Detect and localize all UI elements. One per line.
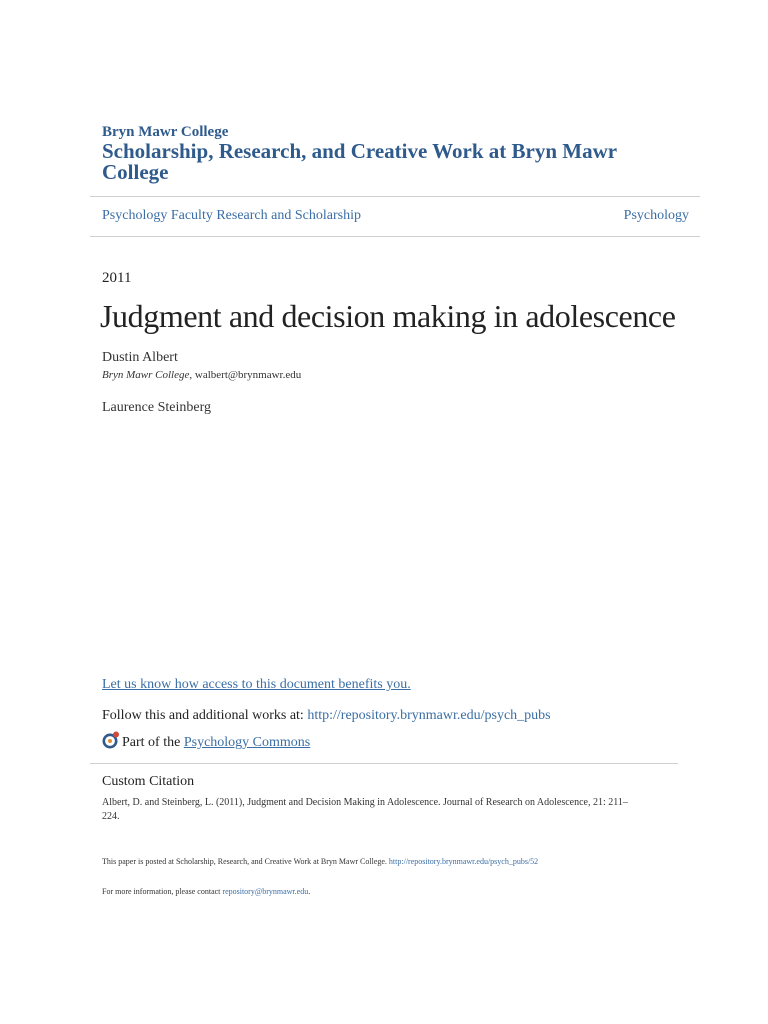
divider [90,763,678,764]
publication-year: 2011 [102,270,132,286]
contact-notice [102,887,310,896]
author-name: Dustin Albert [102,350,178,365]
psychology-commons-link[interactable]: Psychology Commons [183,735,311,750]
series-link[interactable]: Psychology Faculty Research and Scholarship [102,208,361,223]
commons-line [102,731,310,754]
author-name: Laurence Steinberg [102,400,211,415]
contact-suffix: . [308,887,311,896]
author-email: , walbert@brynmawr.edu [189,369,302,381]
contact-label: For more information, please contact [102,887,223,896]
institution-name: Bryn Mawr College [102,124,229,140]
posted-label: This paper is posted at Scholarship, Research, and Creative Work at Bryn Mawr College. [102,857,389,866]
author-affiliation [102,369,301,381]
posted-notice [102,857,538,866]
divider [90,236,700,237]
department-link[interactable]: Psychology [623,208,689,223]
network-commons-icon [102,731,120,754]
follow-label: Follow this and additional works at: [102,708,308,723]
citation-heading: Custom Citation [102,774,195,789]
document-title: Judgment and decision making in adolescence [100,298,676,334]
follow-line [102,708,551,724]
contact-email-link[interactable]: repository@brynmawr.edu [222,887,309,896]
repository-title: Scholarship, Research, and Creative Work at Bryn Mawr College [102,139,617,184]
paper-url-link[interactable]: http://repository.brynmawr.edu/psych_pubs/52 [388,857,539,866]
citation-text: Albert, D. and Steinberg, L. (2011), Judgment and Decision Making in Adolescence. Journal of Research on Adolescence, 21: 211–224. [102,797,628,822]
benefit-feedback-link[interactable]: Let us know how access to this document benefits you. [102,677,411,692]
divider [90,196,700,197]
part-of-label: Part of the [122,735,184,750]
collection-url-link[interactable]: http://repository.brynmawr.edu/psych_pubs [307,708,551,723]
affiliation-institution: Bryn Mawr College [102,369,190,381]
